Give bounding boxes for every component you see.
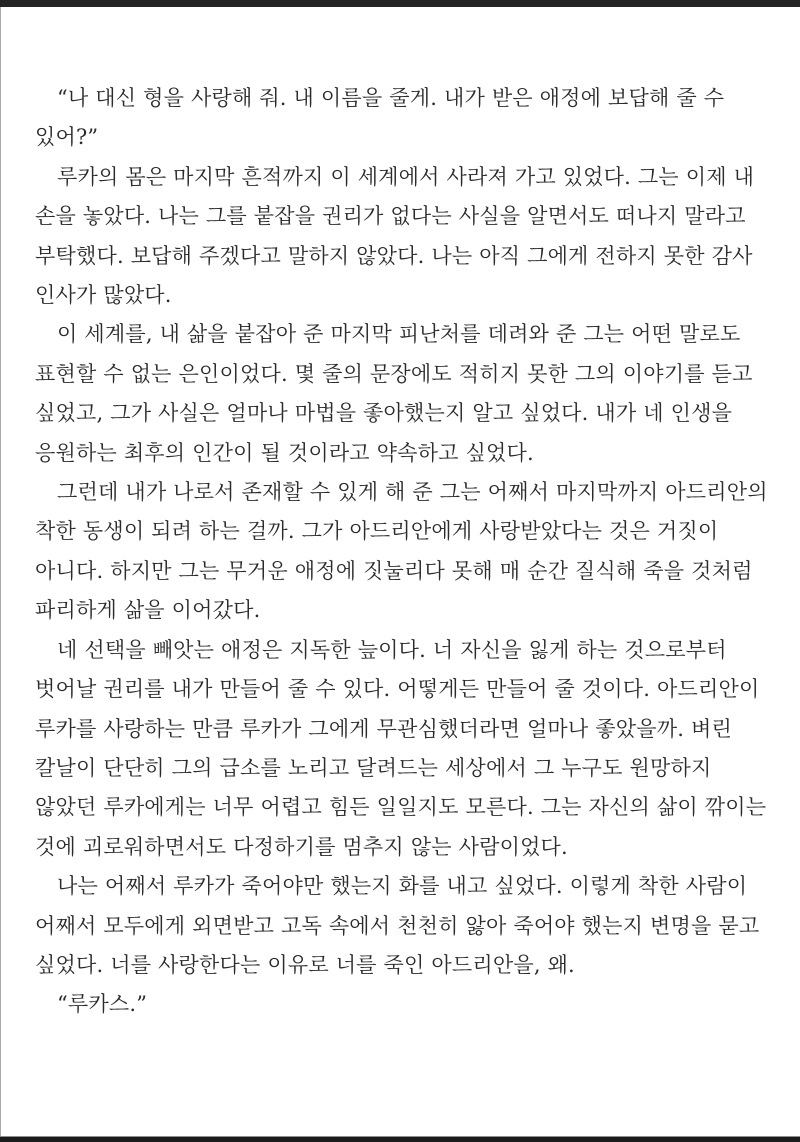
- text-line: 어째서 모두에게 외면받고 고독 속에서 천천히 앓아 죽어야 했는지 변명을 묻고: [35, 913, 760, 938]
- text-line: 네 선택을 빼앗는 애정은 지독한 늪이다. 너 자신을 잃게 하는 것으로부터: [57, 637, 727, 662]
- text-line: 것에 괴로워하면서도 다정하기를 멈추지 않는 사람이었다.: [35, 834, 568, 859]
- bottom-border-bar: [0, 1136, 800, 1142]
- paragraph: [35, 158, 770, 316]
- text-line: 이 세계를, 내 삶을 붙잡아 준 마지막 피난처를 데려와 준 그는 어떤 말로도: [57, 322, 741, 347]
- paragraph: [35, 315, 770, 473]
- text-line: 칼날이 단단히 그의 급소를 노리고 달려드는 세상에서 그 누구도 원망하지: [35, 755, 712, 780]
- paragraph: [35, 867, 770, 985]
- text-line: 그런데 내가 나로서 존재할 수 있게 해 준 그는 어째서 마지막까지 아드리안의: [57, 480, 768, 505]
- text-line: 아니다. 하지만 그는 무거운 애정에 짓눌리다 못해 매 순간 질식해 죽을 것처럼: [35, 558, 753, 583]
- text-line: 파리하게 삶을 이어갔다.: [35, 598, 261, 623]
- text-line: 손을 놓았다. 나는 그를 붙잡을 권리가 없다는 사실을 알면서도 떠나지 말라고: [35, 204, 746, 229]
- text-line: 싶었다. 너를 사랑한다는 이유로 너를 죽인 아드리안을, 왜.: [35, 952, 575, 977]
- paragraph: [35, 985, 770, 1024]
- text-line: 나는 어째서 루카가 죽어야만 했는지 화를 내고 싶었다. 이렇게 착한 사람이: [57, 874, 748, 899]
- text-line: 표현할 수 없는 은인이었다. 몇 줄의 문장에도 적히지 못한 그의 이야기를 듣고: [35, 361, 753, 386]
- text-line: “나 대신 형을 사랑해 줘. 내 이름을 줄게. 내가 받은 애정에 보답해 줄 수: [57, 86, 725, 110]
- page-text-body: [0, 7, 800, 1025]
- text-line: 착한 동생이 되려 하는 걸까. 그가 아드리안에게 사랑받았다는 것은 거짓이: [35, 519, 719, 544]
- text-line: “루카스.”: [57, 992, 148, 1017]
- text-line: 인사가 많았다.: [35, 283, 172, 308]
- text-line: 않았던 루카에게는 너무 어렵고 힘든 일일지도 모른다. 그는 자신의 삶이 깎이는: [35, 795, 767, 820]
- paragraph: [35, 79, 770, 158]
- text-line: 싶었고, 그가 사실은 얼마나 마법을 좋아했는지 알고 싶었다. 내가 네 인생을: [35, 401, 733, 426]
- text-line: 부탁했다. 보답해 주겠다고 말하지 않았다. 나는 아직 그에게 전하지 못한 감사: [35, 243, 753, 268]
- text-line: 벗어날 권리를 내가 만들어 줄 수 있다. 어떻게든 만들어 줄 것이다. 아드리안이: [35, 677, 760, 702]
- paragraph: [35, 473, 770, 631]
- text-line: 루카의 몸은 마지막 흔적까지 이 세계에서 사라져 가고 있었다. 그는 이제 내: [57, 164, 755, 189]
- text-line: 있어?”: [35, 125, 99, 150]
- text-line: 응원하는 최후의 인간이 될 것이라고 약속하고 싶었다.: [35, 440, 534, 465]
- paragraph: [35, 631, 770, 867]
- text-line: 루카를 사랑하는 만큼 루카가 그에게 무관심했더라면 얼마나 좋았을까. 벼린: [35, 716, 732, 741]
- top-border-bar: [0, 0, 800, 7]
